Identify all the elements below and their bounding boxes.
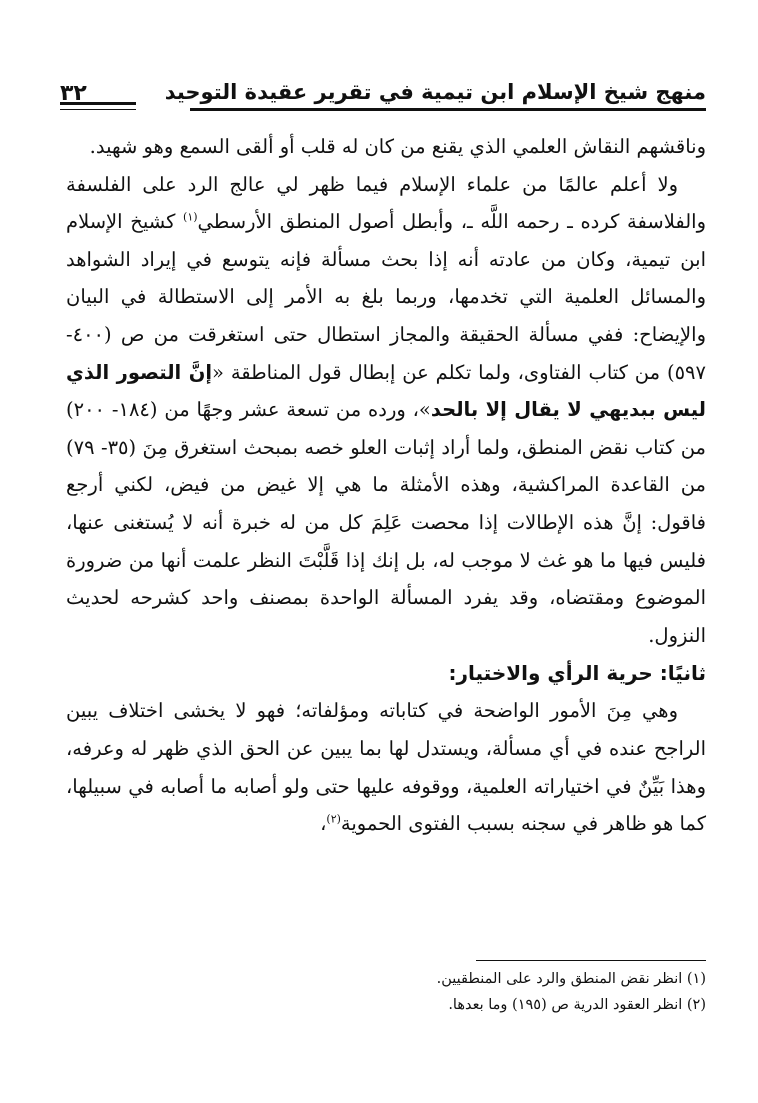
paragraph-2	[66, 166, 706, 655]
page-number-rule-thick	[60, 102, 136, 105]
paragraph-3	[66, 692, 706, 842]
page-number: ٣٢	[60, 81, 87, 106]
header-rule	[190, 108, 706, 111]
page-number-rule-thin	[60, 109, 136, 110]
running-title: منهج شيخ الإسلام ابن تيمية في تقرير عقيدة التوحيد	[164, 80, 706, 104]
bold-quote: إنَّ التصور الذي ليس ببديهي لا يقال إلا بالحد	[66, 360, 706, 422]
main-text	[66, 128, 706, 843]
paragraph-1: وناقشهم النقاش العلمي الذي يقنع من كان له قلب أو ألقى السمع وهو شهيد.	[89, 135, 706, 158]
paragraph-2-part-b: كشيخ الإسلام ابن تيمية، وكان من عادته أنه إذا بحث مسألة فإنه يتوسع في إيراد الشواهد والمسائل العلمية التي تخدمها، وربما بلغ به الأمر إلى الاستطالة في البيان والإيضاح: ففي مسألة الحقيقة والمجاز استطال حتى استغرقت من ص (٤٠٠- ٥٩٧) من كتاب الفتاوى، ولما تكلم عن إبطال قول المناطقة «	[66, 210, 706, 384]
paragraph-2-part-c: »، ورده من تسعة عشر وجهًا من (١٨٤- ٢٠٠) من كتاب نقض المنطق، ولما أراد إثبات العلو خصه بمبحث استغرق مِنَ (٣٥- ٧٩) من القاعدة المراكشية، وهذه الأمثلة ما هي إلا غيض من فيض، لكني أرجع فاقول: إنَّ هذه الإطالات إذا محصت عَلِمَ كل من له خبرة أنه لا يُستغنى عنها، فليس فيها ما هو غث لا موجب له، بل إنك إذا قَلَّبْتَ النظر علمت أنها من ضرورة الموضوع ومقتضاه، وقد يفرد المسألة الواحدة بمصنف واحد كشرحه لحديث النزول.	[66, 398, 706, 647]
footnote-separator	[476, 960, 706, 961]
page-header	[60, 78, 706, 114]
footnotes	[66, 966, 706, 1018]
footnote-1: (١) انظر نقض المنطق والرد على المنطقيين.	[436, 971, 706, 987]
footnote-ref-1: (١)	[183, 210, 198, 224]
footnote-2: (٢) انظر العقود الدرية ص (١٩٥) وما بعدها.	[448, 997, 706, 1013]
footnote-ref-2: (٢)	[326, 812, 341, 826]
paragraph-3-part-b: ،	[320, 812, 327, 836]
section-heading: ثانيًا: حرية الرأي والاختيار:	[448, 661, 706, 686]
paragraph-2-part-a: ولا أعلم عالمًا من علماء الإسلام فيما ظهر لي عالج الرد على الفلسفة والفلاسفة كرده ـ رحمه اللَّه ـ، وأبطل أصول المنطق الأرسطي	[66, 172, 706, 234]
paragraph-3-part-a: وهي مِنَ الأمور الواضحة في كتاباته ومؤلفاته؛ فهو لا يخشى اختلاف يبين الراجح عنده في أي مسألة، ويستدل لها بما يبين عن الحق الذي ظهر له وعرفه، وهذا بَيِّنٌ في اختياراته العلمية، ووقوفه عليها حتى ولو أصابه ما أصابه في سبيلها، كما هو ظاهر في سجنه بسبب الفتوى الحموية	[66, 699, 706, 836]
